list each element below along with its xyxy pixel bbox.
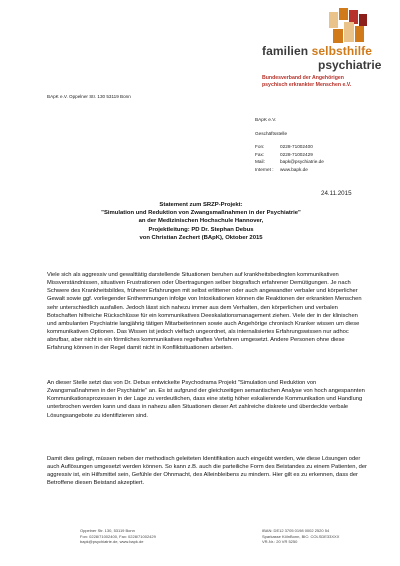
- logo-square: [355, 26, 364, 42]
- brand-subtitle-line2: psychisch erkrankter Menschen e.V.: [262, 81, 352, 88]
- footer-bank: [262, 528, 339, 545]
- logo-square: [359, 14, 367, 26]
- contact-row-mail: [255, 158, 324, 166]
- footer-line: bapk@psychiatrie.de, www.bapk.de: [80, 539, 144, 545]
- contact-label: Fon:: [255, 144, 265, 150]
- logo-square: [339, 8, 348, 20]
- title-line: von Christian Zechert (BApK), Oktober 2015: [139, 234, 263, 241]
- brand-name-line2: psychiatrie: [318, 58, 382, 72]
- body-paragraph: [47, 455, 369, 488]
- contact-row-fax: [255, 151, 324, 159]
- statement-title: [70, 201, 332, 242]
- body-paragraph: [47, 271, 369, 353]
- brand-name-line1: [262, 44, 372, 58]
- contact-row-fon: [255, 143, 324, 151]
- brand-name-accent: selbsthilfe: [311, 44, 373, 58]
- contact-row-internet: [255, 166, 324, 174]
- footer-address: [80, 528, 156, 545]
- logo-square: [344, 22, 354, 42]
- email-link[interactable]: bapk@psychiatrie.de: [280, 159, 324, 165]
- title-line: Statement zum SRZP-Projekt:: [159, 202, 243, 208]
- footer-line: Fon: 0228/71002400, Fax: 0228/71002429: [80, 533, 156, 539]
- contact-value: 0228-71002400: [280, 144, 313, 150]
- brand-subtitle: [262, 75, 351, 88]
- letter-date: 24.11.2015: [321, 190, 352, 197]
- body-paragraph: [47, 379, 369, 420]
- sender-address-line: BApK e.V. Oppelner Str. 130 53119 Bonn: [47, 94, 131, 99]
- brand-subtitle-line1: Bundesverband der Angehörigen: [262, 75, 344, 81]
- footer-line: Sparkasse KölnBonn, BIC: COLSDE33XXX: [262, 533, 340, 539]
- website-link[interactable]: www.bapk.de: [280, 166, 308, 172]
- contact-block: [255, 116, 324, 174]
- title-line: Projektleitung: PD Dr. Stephan Debus: [148, 226, 254, 233]
- title-line: an der Medizinischen Hochschule Hannover,: [138, 218, 264, 225]
- logo-square: [329, 12, 338, 28]
- contact-org: BApK e.V.: [255, 117, 277, 122]
- contact-label: Internet :: [255, 166, 274, 172]
- logo-square: [333, 29, 343, 43]
- footer-line: Oppelner Str. 130, 53119 Bonn: [80, 528, 135, 533]
- paragraph-text: An dieser Stelle setzt das von Dr. Debus entwickelte Psychodrama Projekt "Simulation und Reduktion von Zwangsmaßnahmen in der Psychiatrie" an. Es ist aufgrund der gleichzeitigen semantischen Analyse von hoch angespannten Kommunikationsprozessen in der Lage zu verdeutlichen, dass eine stetig höher eskalierende Kommunikation und Handlung unterbrochen werden kann und dass in nahezu allen Situationen dieser Art zahlreiche diskrete und überdeckte verbale Lösungsangebote zu identifizieren sind.: [47, 380, 365, 419]
- brand-name-part1: familien: [262, 44, 312, 58]
- contact-value: 0228-71002429: [280, 151, 313, 157]
- paragraph-text: Viele sich als aggressiv und gewalttätig darstellende Situationen beruhen auf krankheitsbedingten kommunikativen Missverständnissen, situativen Frustrationen oder Übertragungen selber biografisch erfahrener Demütigungen. Je nach Schwere des Krankheitsbildes, früherer Erfahrungen mit selbst erlittener oder auch angewandter verbaler und körperlicher Gewalt sowie ggf. vorliegender Enthemmungen infolge von Intoxikationen können die Reaktionen der erkrankten Menschen sehr unterschiedlich ausfallen. Jedoch lässt sich nahezu immer aus dem Verhalten, den körperlichen und verbalen Botschaften hilfreiche Rückschlüsse für ein kommunikatives Deeskalationsmanagement ziehen. Viele der in der klinischen und ambulanten Psychiatrie langjährig tätigen Mitarbeiterinnen sowie auch Angehörige chronisch Kranker wissen um diese kommunikativen Optionen. Das Wissen ist jedoch vielfach ungeordnet, als internalisiertes Erfahrungswissen nur adhoc abrufbar, aber nicht in ein förmliches kommunikatives regelhaftes Verfahren umgesetzt. Andere Personen ohne diese Erfahrung können in der Regel damit nicht in Konfliktsituationen arbeiten.: [47, 272, 362, 352]
- paragraph-text: Damit dies gelingt, müssen neben der methodisch geleiteten Identifikation auch eingeübt werden, wie diese Lösungen oder auch Auflösungen umgesetzt werden können. So kann z.B. auch die parteiliche Form des Beistandes zu einem Patienten, der aggressiv ist, ein Hilfsmittel sein, Gefühle der Ohnmacht, des Alleinbleibens zu mindern. Hier gilt es zu erkennen, dass der Betroffene diesen Beistand akzeptiert.: [47, 456, 367, 487]
- footer-line: IBAN: DE12 3705 0198 0002 2520 54: [262, 528, 330, 533]
- footer-line: VR-Nr.: 20 VR 5250: [262, 539, 298, 545]
- contact-dept: Geschäftsstelle: [255, 130, 288, 136]
- brand-logo-mark: [329, 8, 369, 44]
- contact-label: Mail:: [255, 159, 265, 165]
- contact-label: Fax:: [255, 151, 265, 157]
- title-line: "Simulation und Reduktion von Zwangsmaßnahmen in der Psychiatrie": [101, 210, 301, 217]
